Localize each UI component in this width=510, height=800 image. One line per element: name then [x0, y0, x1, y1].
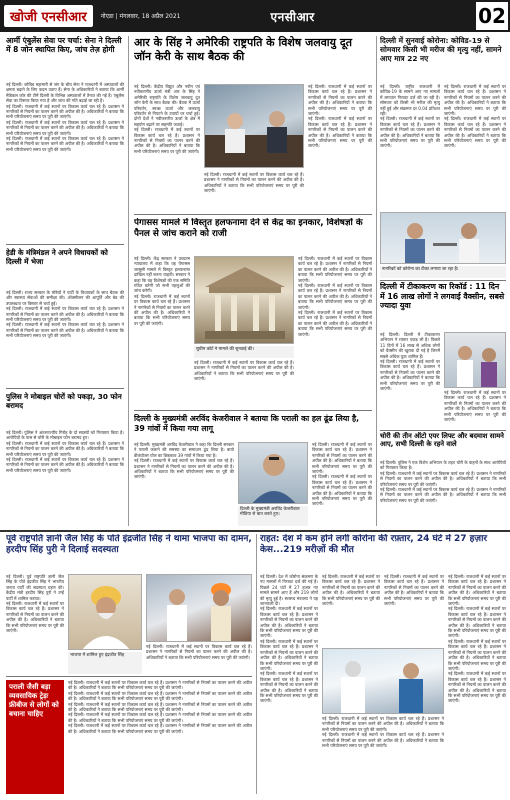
pegasus-caption: सुप्रीम कोर्ट ने मामले की सुनवाई की। — [194, 346, 294, 358]
left-top-headline: आर्मी एंबुलेंस सेवा पर चर्चा: सेना ने दिल्ली में 8 जोन स्थापित किए, जांच तेज़ होगी — [6, 36, 122, 54]
masthead — [0, 0, 510, 32]
lead-headline: आर के सिंह ने अमेरिकी राष्ट्रपति के विशेष जलवायु दूत जॉन केरी के साथ बैठक की — [134, 36, 352, 63]
corona-rate-headline: राहत: देश में कम होने लगी कोरोना की रफ़्तार, 24 घंटे में 27 हज़ार केस...219 मरीज़ों की मौत — [260, 534, 488, 555]
left-low-headline: पुलिस ने मोबाइल चोरों को पकड़ा, 30 फोन बरामद — [6, 392, 122, 410]
divider — [6, 388, 124, 389]
syringe-icon — [445, 333, 506, 388]
vaccination-scene-icon — [381, 213, 506, 264]
vaccine-body-col1: नई दिल्ली। दिल्ली में टीकाकरण अभियान ने रफ्तार पकड़ ली है। पिछले 11 दिनों में 16 लाख से अधिक लोगों को वैक्सीन की खुराक दी गई है जिनमें सबसे अधिक युवा शामिल हैं। नई दिल्ली। राजधानी में कई स्थानों पर विकास कार्य चल रहे हैं। प्रशासन ने नागरिकों से नियमों का पालन करने की अपील की है। अधिकारियों ने बताया कि सभी परियोजनाएं समय पर पूरी की जाएंगी। — [380, 332, 440, 392]
vaccination-photo — [380, 212, 506, 264]
person-turban-icon — [69, 575, 142, 650]
bjp-joining-photo — [146, 574, 252, 642]
corona-testing-photo — [322, 648, 444, 714]
right-top-body-col2: नई दिल्ली। राजधानी में कई स्थानों पर विकास कार्य चल रहे हैं। प्रशासन ने नागरिकों से नियमों का पालन करने की अपील की है। अधिकारियों ने बताया कि सभी परियोजनाएं समय पर पूरी की जाएंगी। नई दिल्ली। राजधानी में कई स्थानों पर विकास कार्य चल रहे हैं। प्रशासन ने नागरिकों से नियमों का पालन करने की अपील की है। अधिकारियों ने बताया कि सभी परियोजनाएं समय पर पूरी की जाएंगी। — [444, 84, 506, 149]
pegasus-headline: पेगासस मामले में विस्तृत हलफनामा देने से केंद्र का इनकार, विशेषज्ञों के पैनल से जांच कराने को राजी — [134, 218, 363, 239]
dateline: नोएडा | मंगलवार, 18 अप्रैल 2021 — [100, 13, 181, 20]
right-top-body-col1: नई दिल्ली। राष्ट्रीय राजधानी में कोविड-19 के सामने आए नए मामलों में लगातार गिरावट दर्ज की जा रही है। सोमवार को किसी भी मरीज की मृत्यु नहीं हुई और संक्रमण दर 0.04 प्रतिशत रही। नई दिल्ली। राजधानी में कई स्थानों पर विकास कार्य चल रहे हैं। प्रशासन ने नागरिकों से नियमों का पालन करने की अपील की है। अधिकारियों ने बताया कि सभी परियोजनाएं समय पर पूरी की जाएंगी। — [380, 84, 440, 149]
person-portrait-icon — [239, 443, 308, 504]
newspaper-logo: खोजी एनसीआर — [4, 5, 93, 27]
jail-singh-headline: पूर्व राष्ट्रपति ज्ञानी जैल सिंह के पोते इंद्रजीत सिंह ने थामा भाजपा का दामन, हरदीप सिंह पुरी ने दिलाई सदस्यता — [6, 534, 252, 555]
divider — [6, 244, 124, 245]
divider — [380, 280, 506, 281]
pegasus-body-col1: नई दिल्ली। केंद्र सरकार ने उच्चतम न्यायालय में कहा कि वह पेगासस जासूसी मामले में विस्तृत हलफनामा दाखिल नहीं करना चाहती। सरकार ने कहा कि वह विशेषज्ञों की एक समिति गठित करेगी जो सभी पहलुओं की जांच करेगी। नई दिल्ली। राजधानी में कई स्थानों पर विकास कार्य चल रहे हैं। प्रशासन ने नागरिकों से नियमों का पालन करने की अपील की है। अधिकारियों ने बताया कि सभी परियोजनाएं समय पर पूरी की जाएंगी। — [134, 256, 190, 326]
corona-rate-body-col1: नई दिल्ली। देश में कोरोना संक्रमण के नए मामलों में गिरावट दर्ज की गई है। पिछले 24 घंटों में 27 हज़ार नए मामले सामने आए हैं और 219 लोगों की मृत्यु हुई है। स्वास्थ्य मंत्रालय ने यह जानकारी दी। नई दिल्ली। राजधानी में कई स्थानों पर विकास कार्य चल रहे हैं। प्रशासन ने नागरिकों से नियमों का पालन करने की अपील की है। अधिकारियों ने बताया कि सभी परियोजनाएं समय पर पूरी की जाएंगी। नई दिल्ली। राजधानी में कई स्थानों पर विकास कार्य चल रहे हैं। प्रशासन ने नागरिकों से नियमों का पालन करने की अपील की है। अधिकारियों ने बताया कि सभी परियोजनाएं समय पर पूरी की जाएंगी। नई दिल्ली। राजधानी में कई स्थानों पर विकास कार्य चल रहे हैं। प्रशासन ने नागरिकों से नियमों का पालन करने की अपील की है। अधिकारियों ने बताया कि सभी परियोजनाएं समय पर पूरी की जाएंगी। — [260, 574, 318, 704]
pegasus-body-col2: नई दिल्ली। राजधानी में कई स्थानों पर विकास कार्य चल रहे हैं। प्रशासन ने नागरिकों से नियमों का पालन करने की अपील की है। अधिकारियों ने बताया कि सभी परियोजनाएं समय पर पूरी की जाएंगी। — [194, 360, 294, 382]
divider — [134, 214, 372, 215]
page-number: 02 — [474, 0, 510, 32]
divider — [134, 410, 372, 411]
vaccine-headline: दिल्ली में टीकाकरण का रिकॉर्ड : 11 दिन में 16 लाख लोगों ने लगवाई वैक्सीन, सबसे ज्यादा युवा — [380, 282, 505, 311]
health-workers-icon — [323, 649, 444, 714]
jail-singh-photo — [68, 574, 142, 650]
court-building-icon — [195, 257, 294, 344]
people-meeting-icon — [205, 85, 304, 168]
pegasus-body-col3: नई दिल्ली। राजधानी में कई स्थानों पर विकास कार्य चल रहे हैं। प्रशासन ने नागरिकों से नियमों का पालन करने की अपील की है। अधिकारियों ने बताया कि सभी परियोजनाएं समय पर पूरी की जाएंगी। नई दिल्ली। राजधानी में कई स्थानों पर विकास कार्य चल रहे हैं। प्रशासन ने नागरिकों से नियमों का पालन करने की अपील की है। अधिकारियों ने बताया कि सभी परियोजनाएं समय पर पूरी की जाएंगी। नई दिल्ली। राजधानी में कई स्थानों पर विकास कार्य चल रहे हैं। प्रशासन ने नागरिकों से नियमों का पालन करने की अपील की है। अधिकारियों ने बताया कि सभी परियोजनाएं समय पर पूरी की जाएंगी। — [298, 256, 372, 337]
vaccine-photo — [444, 332, 506, 388]
kejriwal-body-col1: नई दिल्ली। मुख्यमंत्री अरविंद केजरीवाल ने कहा कि दिल्ली सरकार ने पराली जलाने की समस्या का समाधान ढूंढ लिया है। बायो डीकंपोजर घोल का छिड़काव 39 गांवों में किया गया है। नई दिल्ली। राजधानी में कई स्थानों पर विकास कार्य चल रहे हैं। प्रशासन ने नागरिकों से नियमों का पालन करने की अपील की है। अधिकारियों ने बताया कि सभी परियोजनाएं समय पर पूरी की जाएंगी। — [134, 442, 234, 480]
section-title: एनसीआर — [270, 9, 315, 24]
jail-singh-caption: भाजपा में शामिल हुए इंद्रजीत सिंह — [68, 652, 142, 674]
kejriwal-photo — [238, 442, 308, 504]
vaccine-body-col2: नई दिल्ली। राजधानी में कई स्थानों पर विकास कार्य चल रहे हैं। प्रशासन ने नागरिकों से नियमों का पालन करने की अपील की है। अधिकारियों ने बताया कि सभी परियोजनाएं समय पर पूरी की जाएंगी। — [444, 390, 506, 423]
section-divider — [0, 530, 510, 532]
lead-body-col1: नई दिल्ली। केंद्रीय विद्युत और नवीन एवं नवीकरणीय ऊर्जा मंत्री आर के सिंह ने अमेरिकी राष्ट्रपति के विशेष जलवायु दूत जॉन केरी के साथ बैठक की। बैठक में ऊर्जा परिवर्तन, स्वच्छ ऊर्जा और जलवायु परिवर्तन से निपटने के उपायों पर चर्चा हुई। दोनों देशों ने नवीकरणीय ऊर्जा के क्षेत्र में सहयोग बढ़ाने पर सहमति जताई। नई दिल्ली। राजधानी में कई स्थानों पर विकास कार्य चल रहे हैं। प्रशासन ने नागरिकों से नियमों का पालन करने की अपील की है। अधिकारियों ने बताया कि सभी परियोजनाएं समय पर पूरी की जाएंगी। — [134, 84, 200, 154]
right-top-headline: दिल्ली में सुनवाई कोरोना: कोविड-19 से सोमवार किसी भी मरीज की मृत्यु नहीं, सामने आए मात्र 22 नए — [380, 36, 502, 63]
corona-rate-body-col2: नई दिल्ली। राजधानी में कई स्थानों पर विकास कार्य चल रहे हैं। प्रशासन ने नागरिकों से नियमों का पालन करने की अपील की है। अधिकारियों ने बताया कि सभी परियोजनाएं समय पर पूरी की जाएंगी। — [322, 574, 380, 607]
right-low-body: नई दिल्ली। पुलिस ने एक विशेष अभियान के तहत चोरी के वाहनों के साथ आरोपियों को गिरफ्तार किया है। नई दिल्ली। राजधानी में कई स्थानों पर विकास कार्य चल रहे हैं। प्रशासन ने नागरिकों से नियमों का पालन करने की अपील की है। अधिकारियों ने बताया कि सभी परियोजनाएं समय पर पूरी की जाएंगी। नई दिल्ली। राजधानी में कई स्थानों पर विकास कार्य चल रहे हैं। प्रशासन ने नागरिकों से नियमों का पालन करने की अपील की है। अधिकारियों ने बताया कि सभी परियोजनाएं समय पर पूरी की जाएंगी। — [380, 460, 506, 503]
left-low-body: नई दिल्ली। पुलिस ने अंतरराज्यीय गिरोह के दो सदस्यों को गिरफ्तार किया है। आरोपियों के पास से चोरी के मोबाइल फोन बरामद हुए। नई दिल्ली। राजधानी में कई स्थानों पर विकास कार्य चल रहे हैं। प्रशासन ने नागरिकों से नियमों का पालन करने की अपील की है। अधिकारियों ने बताया कि सभी परियोजनाएं समय पर पूरी की जाएंगी। नई दिल्ली। राजधानी में कई स्थानों पर विकास कार्य चल रहे हैं। प्रशासन ने नागरिकों से नियमों का पालन करने की अपील की है। अधिकारियों ने बताया कि सभी परियोजनाएं समय पर पूरी की जाएंगी। — [6, 430, 124, 473]
left-top-body: नई दिल्ली। कोविड महामारी से जंग के बीच सेना ने राजधानी में अस्पतालों की क्षमता बढ़ाने के लिए कदम उठाए हैं। सेना के अधिकारियों ने बताया कि आर्मी मेडिकल कोर की टीमें दिल्ली के विभिन्न अस्पतालों में तैनात की गई हैं। एंबुलेंस सेवा का विस्तार किया गया है और जांच की गति बढ़ाई जा रही है। नई दिल्ली। राजधानी में कई स्थानों पर विकास कार्य चल रहे हैं। प्रशासन ने नागरिकों से नियमों का पालन करने की अपील की है। अधिकारियों ने बताया कि सभी परियोजनाएं समय पर पूरी की जाएंगी। नई दिल्ली। राजधानी में कई स्थानों पर विकास कार्य चल रहे हैं। प्रशासन ने नागरिकों से नियमों का पालन करने की अपील की है। अधिकारियों ने बताया कि सभी परियोजनाएं समय पर पूरी की जाएंगी। नई दिल्ली। राजधानी में कई स्थानों पर विकास कार्य चल रहे हैं। प्रशासन ने नागरिकों से नियमों का पालन करने की अपील की है। अधिकारियों ने बताया कि सभी परियोजनाएं समय पर पूरी की जाएंगी। — [6, 82, 124, 152]
column-rule — [128, 36, 129, 526]
left-mid-body: नई दिल्ली। राज्य सरकार के मंत्रियों ने पार्टी के विधायकों के साथ बैठक की और स्वास्थ्य सेवाओं की समीक्षा की। ऑक्सीजन की आपूर्ति और बेड की उपलब्धता पर विस्तार से चर्चा हुई। नई दिल्ली। राजधानी में कई स्थानों पर विकास कार्य चल रहे हैं। प्रशासन ने नागरिकों से नियमों का पालन करने की अपील की है। अधिकारियों ने बताया कि सभी परियोजनाएं समय पर पूरी की जाएंगी। नई दिल्ली। राजधानी में कई स्थानों पर विकास कार्य चल रहे हैं। प्रशासन ने नागरिकों से नियमों का पालन करने की अपील की है। अधिकारियों ने बताया कि सभी परियोजनाएं समय पर पूरी की जाएंगी। — [6, 290, 124, 339]
lead-photo — [204, 84, 304, 168]
kejriwal-body-col3: नई दिल्ली। राजधानी में कई स्थानों पर विकास कार्य चल रहे हैं। प्रशासन ने नागरिकों से नियमों का पालन करने की अपील की है। अधिकारियों ने बताया कि सभी परियोजनाएं समय पर पूरी की जाएंगी। नई दिल्ली। राजधानी में कई स्थानों पर विकास कार्य चल रहे हैं। प्रशासन ने नागरिकों से नियमों का पालन करने की अपील की है। अधिकारियों ने बताया कि सभी परियोजनाएं समय पर पूरी की जाएंगी। — [312, 442, 372, 507]
jail-singh-body-col1: नई दिल्ली। पूर्व राष्ट्रपति ज्ञानी जैल सिंह के पोते इंद्रजीत सिंह ने भारतीय जनता पार्टी की सदस्यता ग्रहण की। केंद्रीय मंत्री हरदीप सिंह पुरी ने उन्हें पार्टी में शामिल कराया। नई दिल्ली। राजधानी में कई स्थानों पर विकास कार्य चल रहे हैं। प्रशासन ने नागरिकों से नियमों का पालन करने की अपील की है। अधिकारियों ने बताया कि सभी परियोजनाएं समय पर पूरी की जाएंगी। — [6, 574, 64, 634]
corona-rate-body-col2b: नई दिल्ली। राजधानी में कई स्थानों पर विकास कार्य चल रहे हैं। प्रशासन ने नागरिकों से नियमों का पालन करने की अपील की है। अधिकारियों ने बताया कि सभी परियोजनाएं समय पर पूरी की जाएंगी। नई दिल्ली। राजधानी में कई स्थानों पर विकास कार्य चल रहे हैं। प्रशासन ने नागरिकों से नियमों का पालन करने की अपील की है। अधिकारियों ने बताया कि सभी परियोजनाएं समय पर पूरी की जाएंगी। — [322, 716, 444, 749]
divider — [6, 676, 252, 677]
right-top-caption: नागरिकों को कोरोना का टीका लगाया जा रहा है। — [380, 266, 506, 278]
supreme-court-photo — [194, 256, 294, 344]
corona-rate-body-col4: नई दिल्ली। राजधानी में कई स्थानों पर विकास कार्य चल रहे हैं। प्रशासन ने नागरिकों से नियमों का पालन करने की अपील की है। अधिकारियों ने बताया कि सभी परियोजनाएं समय पर पूरी की जाएंगी। नई दिल्ली। राजधानी में कई स्थानों पर विकास कार्य चल रहे हैं। प्रशासन ने नागरिकों से नियमों का पालन करने की अपील की है। अधिकारियों ने बताया कि सभी परियोजनाएं समय पर पूरी की जाएंगी। नई दिल्ली। राजधानी में कई स्थानों पर विकास कार्य चल रहे हैं। प्रशासन ने नागरिकों से नियमों का पालन करने की अपील की है। अधिकारियों ने बताया कि सभी परियोजनाएं समय पर पूरी की जाएंगी। नई दिल्ली। राजधानी में कई स्थानों पर विकास कार्य चल रहे हैं। प्रशासन ने नागरिकों से नियमों का पालन करने की अपील की है। अधिकारियों ने बताया कि सभी परियोजनाएं समय पर पूरी की जाएंगी। — [448, 574, 506, 704]
column-rule — [256, 534, 257, 794]
divider — [380, 430, 506, 431]
lead-body-col2: नई दिल्ली। राजधानी में कई स्थानों पर विकास कार्य चल रहे हैं। प्रशासन ने नागरिकों से नियमों का पालन करने की अपील की है। अधिकारियों ने बताया कि सभी परियोजनाएं समय पर पूरी की जाएंगी। — [204, 172, 304, 194]
jail-singh-body-col2: नई दिल्ली। राजधानी में कई स्थानों पर विकास कार्य चल रहे हैं। प्रशासन ने नागरिकों से नियमों का पालन करने की अपील की है। अधिकारियों ने बताया कि सभी परियोजनाएं समय पर पूरी की जाएंगी। — [146, 644, 252, 660]
corona-rate-body-col3: नई दिल्ली। राजधानी में कई स्थानों पर विकास कार्य चल रहे हैं। प्रशासन ने नागरिकों से नियमों का पालन करने की अपील की है। अधिकारियों ने बताया कि सभी परियोजनाएं समय पर पूरी की जाएंगी। — [384, 574, 444, 607]
group-photo-icon — [147, 575, 252, 642]
column-rule — [376, 36, 377, 526]
right-low-headline: चोरी की तीन ऑटो एयर लिफ्ट और बदमाश सामने आए, सभी दिल्ली के रहने वाले — [380, 432, 504, 449]
lead-body-col3: नई दिल्ली। राजधानी में कई स्थानों पर विकास कार्य चल रहे हैं। प्रशासन ने नागरिकों से नियमों का पालन करने की अपील की है। अधिकारियों ने बताया कि सभी परियोजनाएं समय पर पूरी की जाएंगी। नई दिल्ली। राजधानी में कई स्थानों पर विकास कार्य चल रहे हैं। प्रशासन ने नागरिकों से नियमों का पालन करने की अपील की है। अधिकारियों ने बताया कि सभी परियोजनाएं समय पर पूरी की जाएंगी। — [308, 84, 372, 149]
kejriwal-caption: दिल्ली के मुख्यमंत्री अरविंद केजरीवाल मीडिया से बात करते हुए। — [238, 506, 308, 526]
kejriwal-headline: दिल्ली के मुख्यमंत्री अरविंद केजरीवाल ने बताया कि पराली का हल ढूंढ लिया है, 39 गांवों में किया गया लागू — [134, 414, 360, 433]
left-mid-headline: हेडी के मंत्रिमंडल ने अपने विधायकों को दिल्ली में भेजा — [6, 248, 108, 266]
bottom-left-headline-box: पराली जैसी बड़ा व्यवसायिक ट्रेड़ः फ्रीबीज से लोगों को बचाना चाहिए — [6, 680, 64, 794]
bottom-left-body: नई दिल्ली। राजधानी में कई स्थानों पर विकास कार्य चल रहे हैं। प्रशासन ने नागरिकों से नियमों का पालन करने की अपील की है। अधिकारियों ने बताया कि सभी परियोजनाएं समय पर पूरी की जाएंगी। नई दिल्ली। राजधानी में कई स्थानों पर विकास कार्य चल रहे हैं। प्रशासन ने नागरिकों से नियमों का पालन करने की अपील की है। अधिकारियों ने बताया कि सभी परियोजनाएं समय पर पूरी की जाएंगी। नई दिल्ली। राजधानी में कई स्थानों पर विकास कार्य चल रहे हैं। प्रशासन ने नागरिकों से नियमों का पालन करने की अपील की है। अधिकारियों ने बताया कि सभी परियोजनाएं समय पर पूरी की जाएंगी। नई दिल्ली। राजधानी में कई स्थानों पर विकास कार्य चल रहे हैं। प्रशासन ने नागरिकों से नियमों का पालन करने की अपील की है। अधिकारियों ने बताया कि सभी परियोजनाएं समय पर पूरी की जाएंगी। नई दिल्ली। राजधानी में कई स्थानों पर विकास कार्य चल रहे हैं। प्रशासन ने नागरिकों से नियमों का पालन करने की अपील की है। अधिकारियों ने बताया कि सभी परियोजनाएं समय पर पूरी की जाएंगी। — [68, 680, 252, 734]
